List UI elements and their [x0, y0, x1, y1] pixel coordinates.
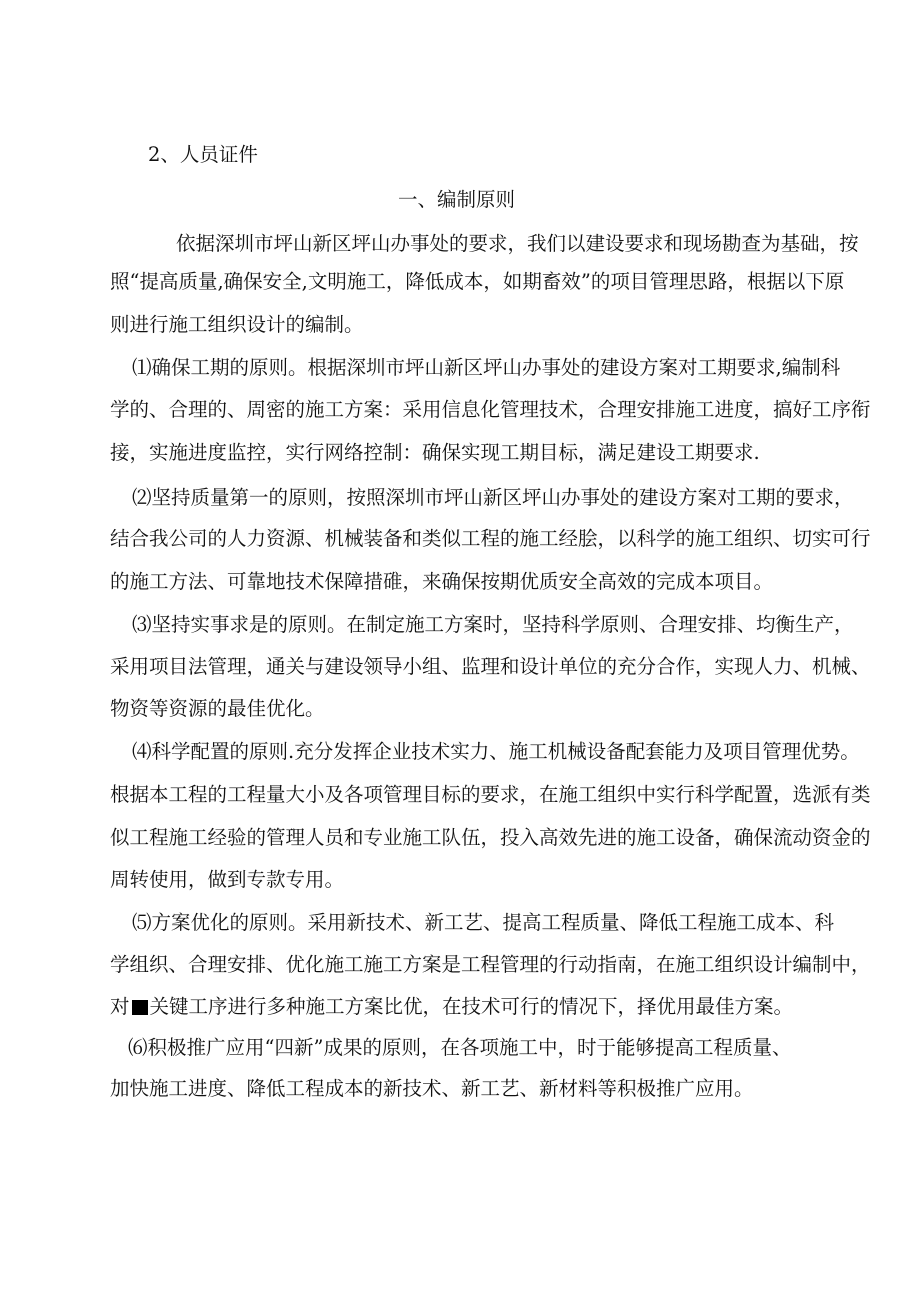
principle-5-line: 学组织、合理安排、优化施工施工方案是工程管理的行动指南，在施工组织设计编制中，: [110, 953, 871, 976]
principle-2-line: ⑵坚持质量第一的原则，按照深圳市坪山新区坪山办事处的建设方案对工期的要求，: [132, 486, 854, 509]
principle-1-line: 接，实施进度监控，实行网络控制：确保实现工期目标，满足建设工期要求.: [110, 441, 760, 464]
principle-4-line: ⑷科学配置的原则.充分发挥企业技术实力、施工机械设备配套能力及项目管理优势。: [132, 740, 860, 763]
principle-1-line: 学的、合理的、周密的施工方案：采用信息化管理技术，合理安排施工进度，搞好工序衔: [110, 398, 871, 421]
principle-1-line: ⑴确保工期的原则。根据深圳市坪山新区坪山办事处的建设方案对工期要求,编制科: [132, 356, 841, 379]
principle-6-line: 加快施工进度、降低工程成本的新技术、新工艺、新材料等积极推广应用。: [110, 1077, 754, 1100]
intro-line: 则进行施工组织设计的编制。: [110, 313, 364, 336]
principle-4-line: 似工程施工经验的管理人员和专业施工队伍，投入高效先进的施工设备，确保流动资金的: [110, 826, 871, 849]
principle-5-line: ⑸方案优化的原则。采用新技术、新工艺、提高工程质量、降低工程施工成本、科: [132, 911, 835, 934]
principle-5-line-3-end: 关键工序进行多种施工方案比优，在技术可行的情况下，择优用最佳方案。: [149, 995, 794, 1018]
black-square-icon: [132, 1000, 148, 1015]
intro-line: 依据深圳市坪山新区坪山办事处的要求，我们以建设要求和现场勘查为基础，按: [176, 232, 859, 255]
principle-3-line: 采用项目法管理，通关与建设领导小组、监理和设计单位的充分合作，实现人力、机械、: [110, 655, 871, 678]
principle-6-line: ⑹积极推广应用“四新”成果的原则，在各项施工中，时于能够提高工程质量、: [128, 1036, 792, 1059]
principle-4-line: 周转使用，做到专款专用。: [110, 868, 345, 891]
principle-4-line: 根据本工程的工程量大小及各项管理目标的要求，在施工组织中实行科学配置，选派有类: [110, 783, 871, 806]
intro-line: 照“提高质量,确保安全,文明施工，降低成本，如期畜效”的项目管理思路，根据以下原: [110, 270, 845, 293]
principle-3-line: ⑶坚持实事求是的原则。在制定施工方案时，坚持科学原则、合理安排、均衡生产，: [132, 613, 854, 636]
principle-2-line: 的施工方法、可靠地技术保障措碓，来确保按期优质安全高效的完成本项目。: [110, 570, 774, 593]
principle-5-line-3: [110, 995, 793, 1019]
principle-3-line: 物资等资源的最佳优化。: [110, 697, 325, 720]
principle-2-line: 结合我公司的人力资源、机械装备和类似工程的施工经脍，以科学的施工组织、切实可行: [110, 527, 871, 550]
principle-5-line-3-start: 对: [110, 995, 130, 1018]
section-number: 2、人员证件: [148, 143, 258, 166]
heading: 一、编制原则: [398, 188, 516, 211]
